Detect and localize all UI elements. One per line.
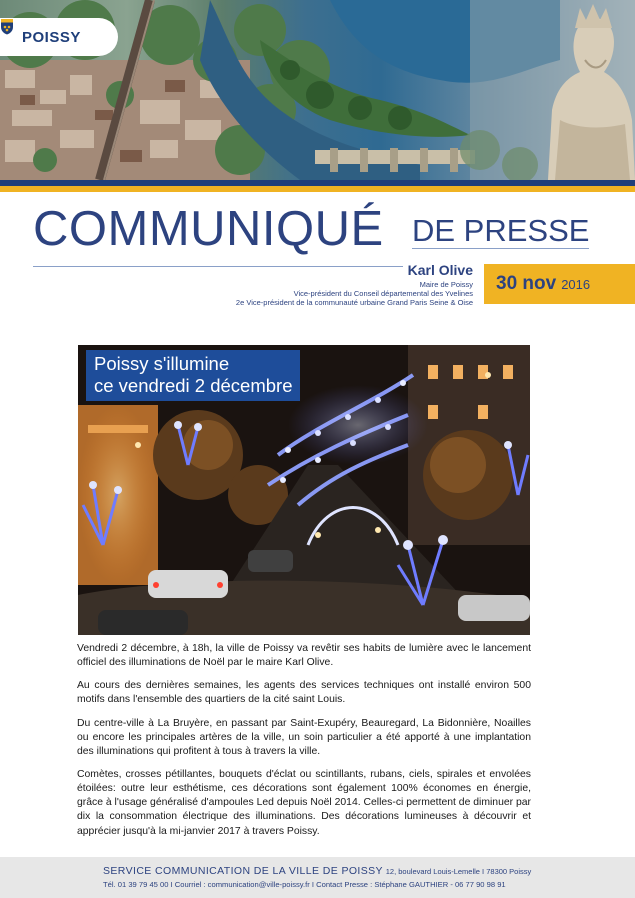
photo-caption [86,350,300,401]
date-badge [484,264,635,304]
date-year: 2016 [561,276,591,292]
caption-line-1: Poissy s'illumine [94,353,230,374]
poissy-shield-icon [0,18,14,35]
page-title: COMMUNIQUÉ [33,202,384,256]
caption-line-2: ce vendredi 2 décembre [94,374,293,396]
body-paragraph: Vendredi 2 décembre, à 18h, la ville de Poissy va revêtir ses habits de lumière avec le lancement officiel des illuminations de Noël par le maire Karl Olive. [77,643,531,669]
footer-service-line [103,865,531,877]
mayor-role: Maire de Poissy [419,279,473,289]
logo-text: POISSY [22,28,81,46]
footer [0,857,635,898]
mayor-name: Karl Olive [407,262,473,278]
date-day: 30 nov [496,273,557,294]
header-banner-photo [0,0,635,180]
mayor-block [236,262,473,308]
page-subtitle: DE PRESSE [412,213,590,248]
illuminations-photo [78,345,530,635]
banner-stripe-gold [0,186,635,192]
footer-address: 12, boulevard Louis-Lemelle I 78300 Poissy [385,867,532,876]
mayor-role: Vice-président du Conseil départemental des Yvelines [293,288,473,298]
body-paragraph: Du centre-ville à La Bruyère, en passant par Saint-Exupéry, Beauregard, La Bidonnière, Noailles ou encore les principales artères de la ville, un soin particulier a été apporté à une implantation des illuminations qui profitent à tous à travers la ville. [77,717,531,757]
footer-service-name: SERVICE COMMUNICATION DE LA VILLE DE POISSY [103,865,383,877]
subtitle-divider [412,248,589,249]
mayor-role: 2e Vice-président de la communauté urbaine Grand Paris Seine & Oise [235,298,473,308]
poissy-logo [0,18,118,56]
footer-contact: Tél. 01 39 79 45 00 I Courriel : communication@ville-poissy.fr I Contact Presse : Stéphane GAUTHIER - 06 77 90 98 91 [103,880,506,889]
press-release-body [77,642,531,848]
body-paragraph: Comètes, crosses pétillantes, bouquets d'éclat ou scintillants, rubans, ciels, spirales et envolées étoilées: outre leur esthétisme, ces décorations sont également 100% économes en énergie, grâce à l'usage généralisé d'ampoules Led depuis Noël 2014. Celles-ci permettent de diminuer par dix la consommation électrique des illuminations. Des décorations lumineuses à découvrir et apprécier jusqu'à la mi-janvier 2017 à travers Poissy. [77,768,531,837]
body-paragraph: Au cours des dernières semaines, les agents des services techniques ont installé environ 500 motifs dans l'ensemble des quartiers de la cité saint Louis. [77,680,531,706]
